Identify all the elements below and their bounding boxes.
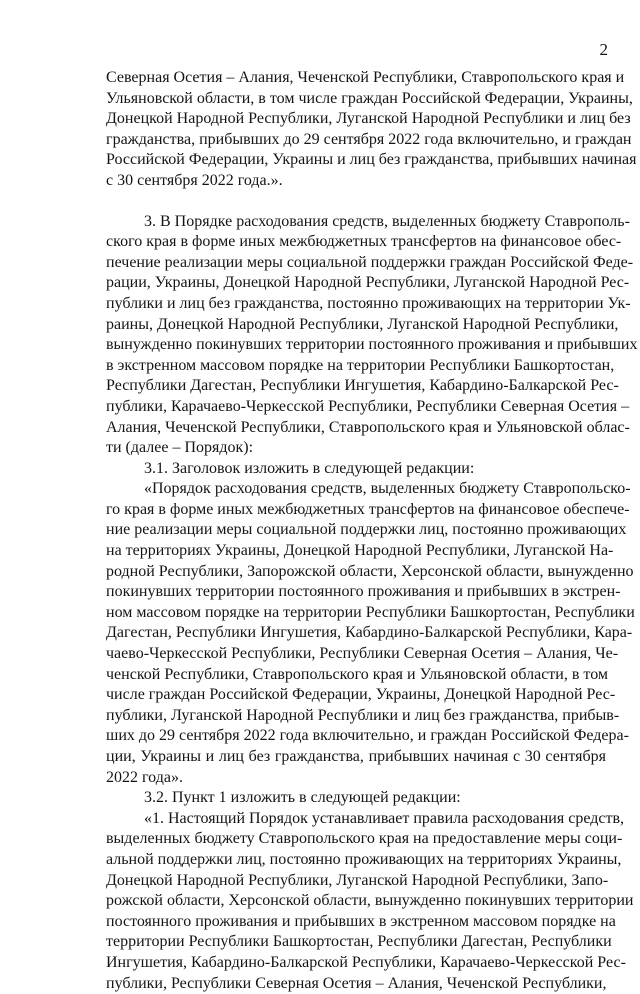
text-line: Дагестан, Республики Ингушетия, Кабардино-Балкарской Республики, Кара-: [106, 624, 633, 642]
paragraph-continuation: [106, 68, 637, 192]
text-line: 3.1. Заголовок изложить в следующей редакции:: [144, 459, 475, 477]
text-line: покинувших территории постоянного проживания и прибывших в экстрен-: [106, 583, 621, 601]
text-line: Республики Дагестан, Республики Ингушетия, Кабардино-Балкарской Рес-: [106, 377, 619, 395]
text-line: публики, Карачаево-Черкесской Республики, Республики Северная Осетия –: [106, 397, 630, 415]
text-line: публики и лиц без гражданства, постоянно проживающих на территории Ук-: [106, 294, 631, 312]
text-line: с 30 сентября 2022 года.».: [106, 171, 283, 189]
paragraph-gap: [106, 192, 606, 212]
text-line: ших до 29 сентября 2022 года включительно, и граждан Российской Федера-: [106, 727, 629, 745]
text-line: Северная Осетия – Алания, Чеченской Республики, Ставропольского края и: [106, 69, 625, 86]
text-line: 3. В Порядке расходования средств, выделенных бюджету Ставрополь-: [144, 212, 630, 230]
text-line: ние реализации меры социальной поддержки лиц, постоянно проживающих: [106, 521, 627, 539]
paragraph-item-1-quote: [106, 809, 634, 994]
text-line: Донецкой Народной Республики, Луганской Народной Республики, Запо-: [106, 871, 609, 889]
text-line: рации, Украины, Донецкой Народной Республики, Луганской Народной Рес-: [106, 274, 630, 292]
text-line: 3.2. Пункт 1 изложить в следующей редакции:: [144, 789, 461, 807]
text-line: публики, Луганской Народной Республики и лиц без гражданства, прибыв-: [106, 706, 620, 724]
text-line: «Порядок расходования средств, выделенных бюджету Ставропольско-: [144, 480, 631, 498]
text-line: постоянного проживания и прибывших в экстренном массовом порядке на: [106, 912, 616, 930]
text-line: печение реализации меры социальной поддержки граждан Российской Феде-: [106, 253, 634, 271]
text-line: ского края в форме иных межбюджетных трансфертов на финансовое обес-: [106, 233, 622, 251]
text-line: на территориях Украины, Донецкой Народной Республики, Луганской На-: [106, 542, 614, 560]
paragraph-item-3-1: [106, 459, 606, 480]
text-line: раины, Донецкой Народной Республики, Луганской Народной Республики,: [106, 315, 619, 333]
text-line: числе граждан Российской Федерации, Украины, Донецкой Народной Рес-: [106, 686, 616, 704]
text-line: в экстренном массовом порядке на территории Республики Башкортостан,: [106, 356, 615, 374]
text-line: родной Республики, Запорожской области, Херсонской области, вынужденно: [106, 562, 634, 580]
paragraph-item-3: [106, 212, 638, 459]
text-line: выделенных бюджету Ставропольского края на предоставление меры соци-: [106, 830, 623, 848]
text-line: Донецкой Народной Республики, Луганской Народной Республики и лиц без: [106, 110, 631, 128]
paragraph-title-quote: [106, 479, 635, 788]
text-line: ции, Украины и лиц без гражданства, прибывших начиная с 30 сентября: [106, 748, 606, 765]
text-line: ти (далее – Порядок):: [106, 439, 254, 457]
text-line: гражданства, прибывших до 29 сентября 2022 года включительно, и граждан: [106, 130, 632, 148]
text-line: го края в форме иных межбюджетных трансфертов на финансовое обеспече-: [106, 500, 630, 518]
text-line: чаево-Черкесской Республики, Республики Северная Осетия – Алания, Че-: [106, 645, 619, 663]
document-body: [106, 68, 638, 994]
text-line: публики, Республики Северная Осетия – Алания, Чеченской Республики,: [106, 974, 607, 992]
text-line: Ингушетия, Кабардино-Балкарской Республики, Карачаево-Черкесской Рес-: [106, 953, 626, 971]
text-line: ченской Республики, Ставропольского края и Ульяновской области, в том: [106, 665, 609, 683]
text-line: вынужденно покинувших территории постоянного проживания и прибывших: [106, 336, 638, 354]
paragraph-item-3-2: [106, 788, 606, 809]
text-line: территории Республики Башкортостан, Республики Дагестан, Республики: [106, 933, 612, 951]
text-line: ном массовом порядке на территории Республики Башкортостан, Республики: [106, 603, 635, 621]
page-number: 2: [599, 40, 608, 59]
text-line: рожской области, Херсонской области, вынужденно покинувших территории: [106, 892, 634, 910]
text-line: 2022 года».: [106, 768, 183, 786]
text-line: Ульяновской области, в том числе граждан Российской Федерации, Украины,: [106, 89, 633, 107]
text-line: Российской Федерации, Украины и лиц без гражданства, прибывших начиная: [106, 151, 637, 169]
text-line: альной поддержки лиц, постоянно проживающих на территориях Украины,: [106, 850, 622, 868]
text-line: Алания, Чеченской Республики, Ставропольского края и Ульяновской облас-: [106, 418, 630, 436]
text-line: «1. Настоящий Порядок устанавливает правила расходования средств,: [144, 809, 624, 827]
